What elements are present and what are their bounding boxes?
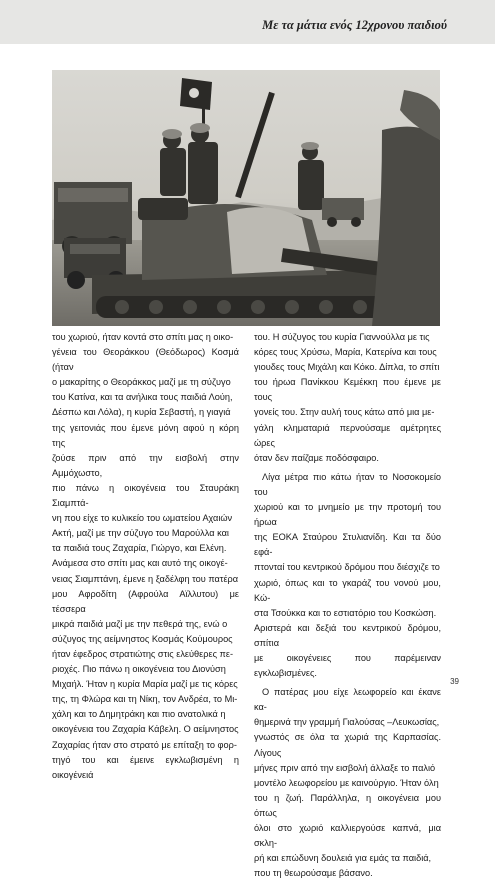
tank-photo: [52, 70, 440, 326]
tank-photo-icon: [52, 70, 440, 326]
paragraph: του χωριού, ήταν κοντά στο σπίτι μας η οικο- γένεια του Θεοράκκου (Θεόδωρος) Κοσμά (ήταν ο μακαρίτης ο Θεοράκκος μαζί με τη σύζυγο του Κατίνα, και τα ανήλικα τους παιδιά Λούη, Δέσπω και Λόλα), η κυρία Σεβαστή, η γιαγιά της γειτονιάς που έμενε μόνη αφού η κόρη της ζούσε πριν από την εισβολή στην Αμμόχωστο, πιο πάνω η οικογένεια του Σταυράκη Σιαμπτά- νη που είχε το κυλικείο του ωματείου Αχαιών Ακτή, μαζί με την σύζυγο του Μαρούλλα και τα παιδιά τους Ζαχαρία, Γιώργο, και Ελένη. Ανάμεσα στο σπίτι μας και αυτό της οικογέ- νειας Σιαμπτάνη, έμενε η ξαδέλφη του πατέρα μου Αφροδίτη (Αφρούλα Αϊλλυτου) με τέσσερα μικρά παιδιά μαζί με την πεθερά της, ενώ ο σύζυγος της αείμνηστος Κοσμάς Κούμουρος ήταν έφεδρος στρατιώτης στις ελεύθερες πε- ριοχές. Πιο πάνω η οικογένεια του Διονύση Μιχαήλ. Ήταν η κυρία Μαρία μαζί με τις κόρες της, τη Φλώρα και τη Νίκη, τον Ανδρέα, το Μι- χάλη και το Δημητράκη και πιο ανατολικά η οικογένεια του Ζαχαρία Κάβελη. Ο αείμνηστος Ζαχαρίας ήταν στο στρατό με επίταξη το φορ- τηγό του και έμεινε εγκλωβισμένη η οικογένειά: [52, 332, 239, 780]
paragraph: του. Η σύζυγος του κυρία Γιαννούλλα με τις κόρες τους Χρύσω, Μαρία, Κατερίνα και τους γιουδες τους Μιχάλη και Κόκο. Δίπλα, το σπίτι του ήρωα Πανίκκου Κεμέκκη που έμενε με τους γονείς του. Στην αυλή τους κάτω από μια με- γάλη κληματαριά περνούσαμε αμέτρητες ώρες όταν δεν παίζαμε ποδόσφαιρο.: [254, 332, 441, 463]
text-column-right: [254, 330, 441, 881]
page-number: 39: [450, 677, 459, 686]
text-column-left: [52, 330, 239, 783]
paragraph: Λίγα μέτρα πιο κάτω ήταν το Νοσοκομείο του χωριού και το μνημείο με την προτομή του ήρωα της ΕΟΚΑ Σταύρου Στυλιανίδη. Και τα δύο εφά- πτονταί του κεντρικού δρόμου που διέσχιζε το χωριό, όπως και το γκαράζ του νονού μου, Κώ- στα Τσούκκα και το εστιατόριο του Κοσκώση. Αριστερά και δεξιά του κεντρικού δρόμου, σπίτια με οικογένειες που παρέμειναν εγκλωβισμένες.: [254, 471, 441, 679]
paragraph: Ο πατέρας μου είχε λεωφορείο και έκανε κα- θημερινά την γραμμή Γιαλούσας –Λευκωσίας, γνωστός σε όλα τα χωριά της Καρπασίας. Λίγους μήνες πριν από την εισβολή άλλαξε το παλιό μοντέλο λεωφορείου με καινούργιο. Ήταν όλη του η ζωή. Παράλληλα, η οικογένεια μου όπως όλοι στο χωριό καλλιεργούσε καπνά, μια σκλη- ρή και επώδυνη δουλειά για εμάς τα παιδιά, που τη θεωρούσαμε βάσανο.: [254, 687, 441, 879]
page-header-title: Με τα μάτια ενός 12χρονου παιδιού: [262, 18, 447, 32]
header-band: [0, 0, 495, 44]
